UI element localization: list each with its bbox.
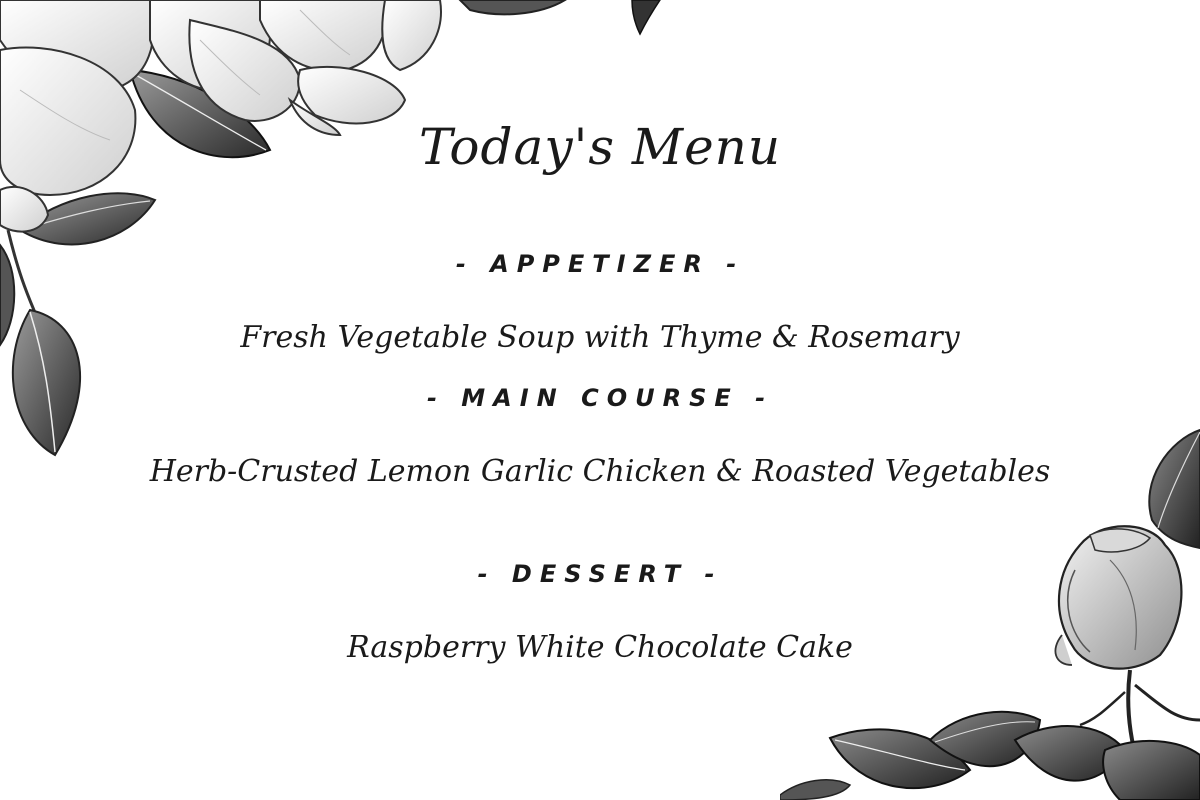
section-heading-main-course: - MAIN COURSE - [426,384,774,412]
dish-appetizer: Fresh Vegetable Soup with Thyme & Rosemary [240,320,960,355]
dish-dessert: Raspberry White Chocolate Cake [347,630,853,665]
section-heading-dessert: - DESSERT - [477,560,723,588]
menu-title: Today's Menu [418,118,782,176]
dish-main-course: Herb-Crusted Lemon Garlic Chicken & Roasted Vegetables [149,454,1051,489]
section-heading-appetizer: - APPETIZER - [455,250,745,278]
